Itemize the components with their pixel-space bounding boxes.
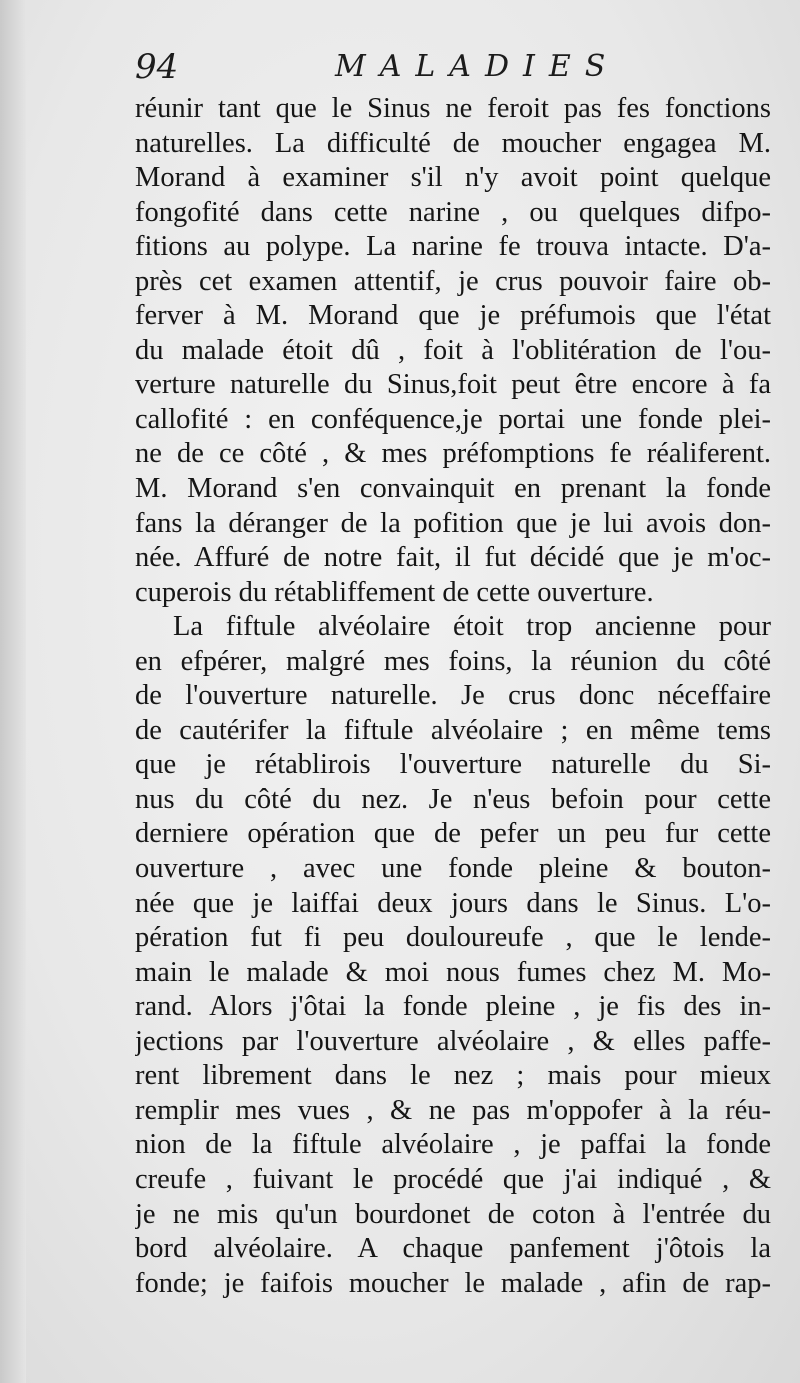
- text-line: de l'ouverture naturelle. Je crus donc néceffaire: [135, 680, 771, 712]
- text-line: derniere opération que de pefer un peu fur cette: [135, 818, 771, 850]
- text-line: rand. Alors j'ôtai la fonde pleine , je fis des in-: [135, 991, 771, 1023]
- running-title: MALADIES: [335, 49, 620, 84]
- text-line: près cet examen attentif, je crus pouvoir faire ob-: [135, 265, 771, 297]
- text-line: réunir tant que le Sinus ne feroit pas fes fonctions: [135, 93, 771, 124]
- paragraph-end-line: cuperois du rétabliffement de cette ouverture.: [135, 576, 654, 608]
- text-line: née. Affuré de notre fait, il fut décidé que je m'oc-: [135, 542, 771, 574]
- text-line: fans la déranger de la pofition que je lui avois don-: [135, 507, 771, 539]
- text-line: fitions au polype. La narine fe trouva intacte. D'a-: [135, 231, 771, 263]
- text-line: ouverture , avec une fonde pleine & bouton-: [135, 853, 771, 885]
- text-line: M. Morand s'en convainquit en prenant la fonde: [135, 473, 771, 505]
- text-line: nus du côté du nez. Je n'eus befoin pour cette: [135, 783, 771, 815]
- text-line: en efpérer, malgré mes foins, la réunion du côté: [135, 645, 771, 677]
- text-line: bord alvéolaire. A chaque panfement j'ôtois la: [135, 1233, 771, 1265]
- text-line: ne de ce côté , & mes préfomptions fe réaliferent.: [135, 438, 771, 470]
- paragraph-start-line: La fiftule alvéolaire étoit trop ancienne pour: [173, 611, 771, 643]
- page-number: 94: [135, 47, 179, 87]
- text-line: creufe , fuivant le procédé que j'ai indiqué , &: [135, 1163, 771, 1195]
- text-line: rent librement dans le nez ; mais pour mieux: [135, 1060, 771, 1092]
- text-line: fonde; je faifois moucher le malade , afin de rap-: [135, 1267, 771, 1299]
- text-line: fongofité dans cette narine , ou quelques difpo-: [135, 196, 771, 228]
- text-line: née que je laiffai deux jours dans le Sinus. L'o-: [135, 887, 771, 919]
- text-line: que je rétablirois l'ouverture naturelle du Si-: [135, 749, 771, 781]
- text-line: nion de la fiftule alvéolaire , je paffai la fonde: [135, 1129, 771, 1161]
- body-text: [135, 92, 771, 1301]
- text-line: verture naturelle du Sinus,foit peut être encore à fa: [135, 369, 771, 401]
- text-line: callofité : en conféquence,je portai une fonde plei-: [135, 403, 771, 435]
- text-line: remplir mes vues , & ne pas m'oppofer à la réu-: [135, 1094, 771, 1126]
- text-line: du malade étoit dû , foit à l'oblitération de l'ou-: [135, 334, 771, 366]
- text-line: main le malade & moi nous fumes chez M. Mo-: [135, 956, 771, 988]
- text-line: de cautérifer la fiftule alvéolaire ; en même tems: [135, 714, 771, 746]
- text-line: ferver à M. Morand que je préfumois que l'état: [135, 300, 771, 332]
- page-gutter-shadow: [0, 0, 26, 1383]
- text-line: je ne mis qu'un bourdonet de coton à l'entrée du: [135, 1198, 771, 1230]
- running-head: [135, 42, 775, 92]
- text-line: pération fut fi peu douloureufe , que le lende-: [135, 922, 771, 954]
- text-line: naturelles. La difficulté de moucher engagea M.: [135, 127, 771, 159]
- text-line: Morand à examiner s'il n'y avoit point quelque: [135, 162, 771, 194]
- text-line: jections par l'ouverture alvéolaire , & elles paffe-: [135, 1025, 771, 1057]
